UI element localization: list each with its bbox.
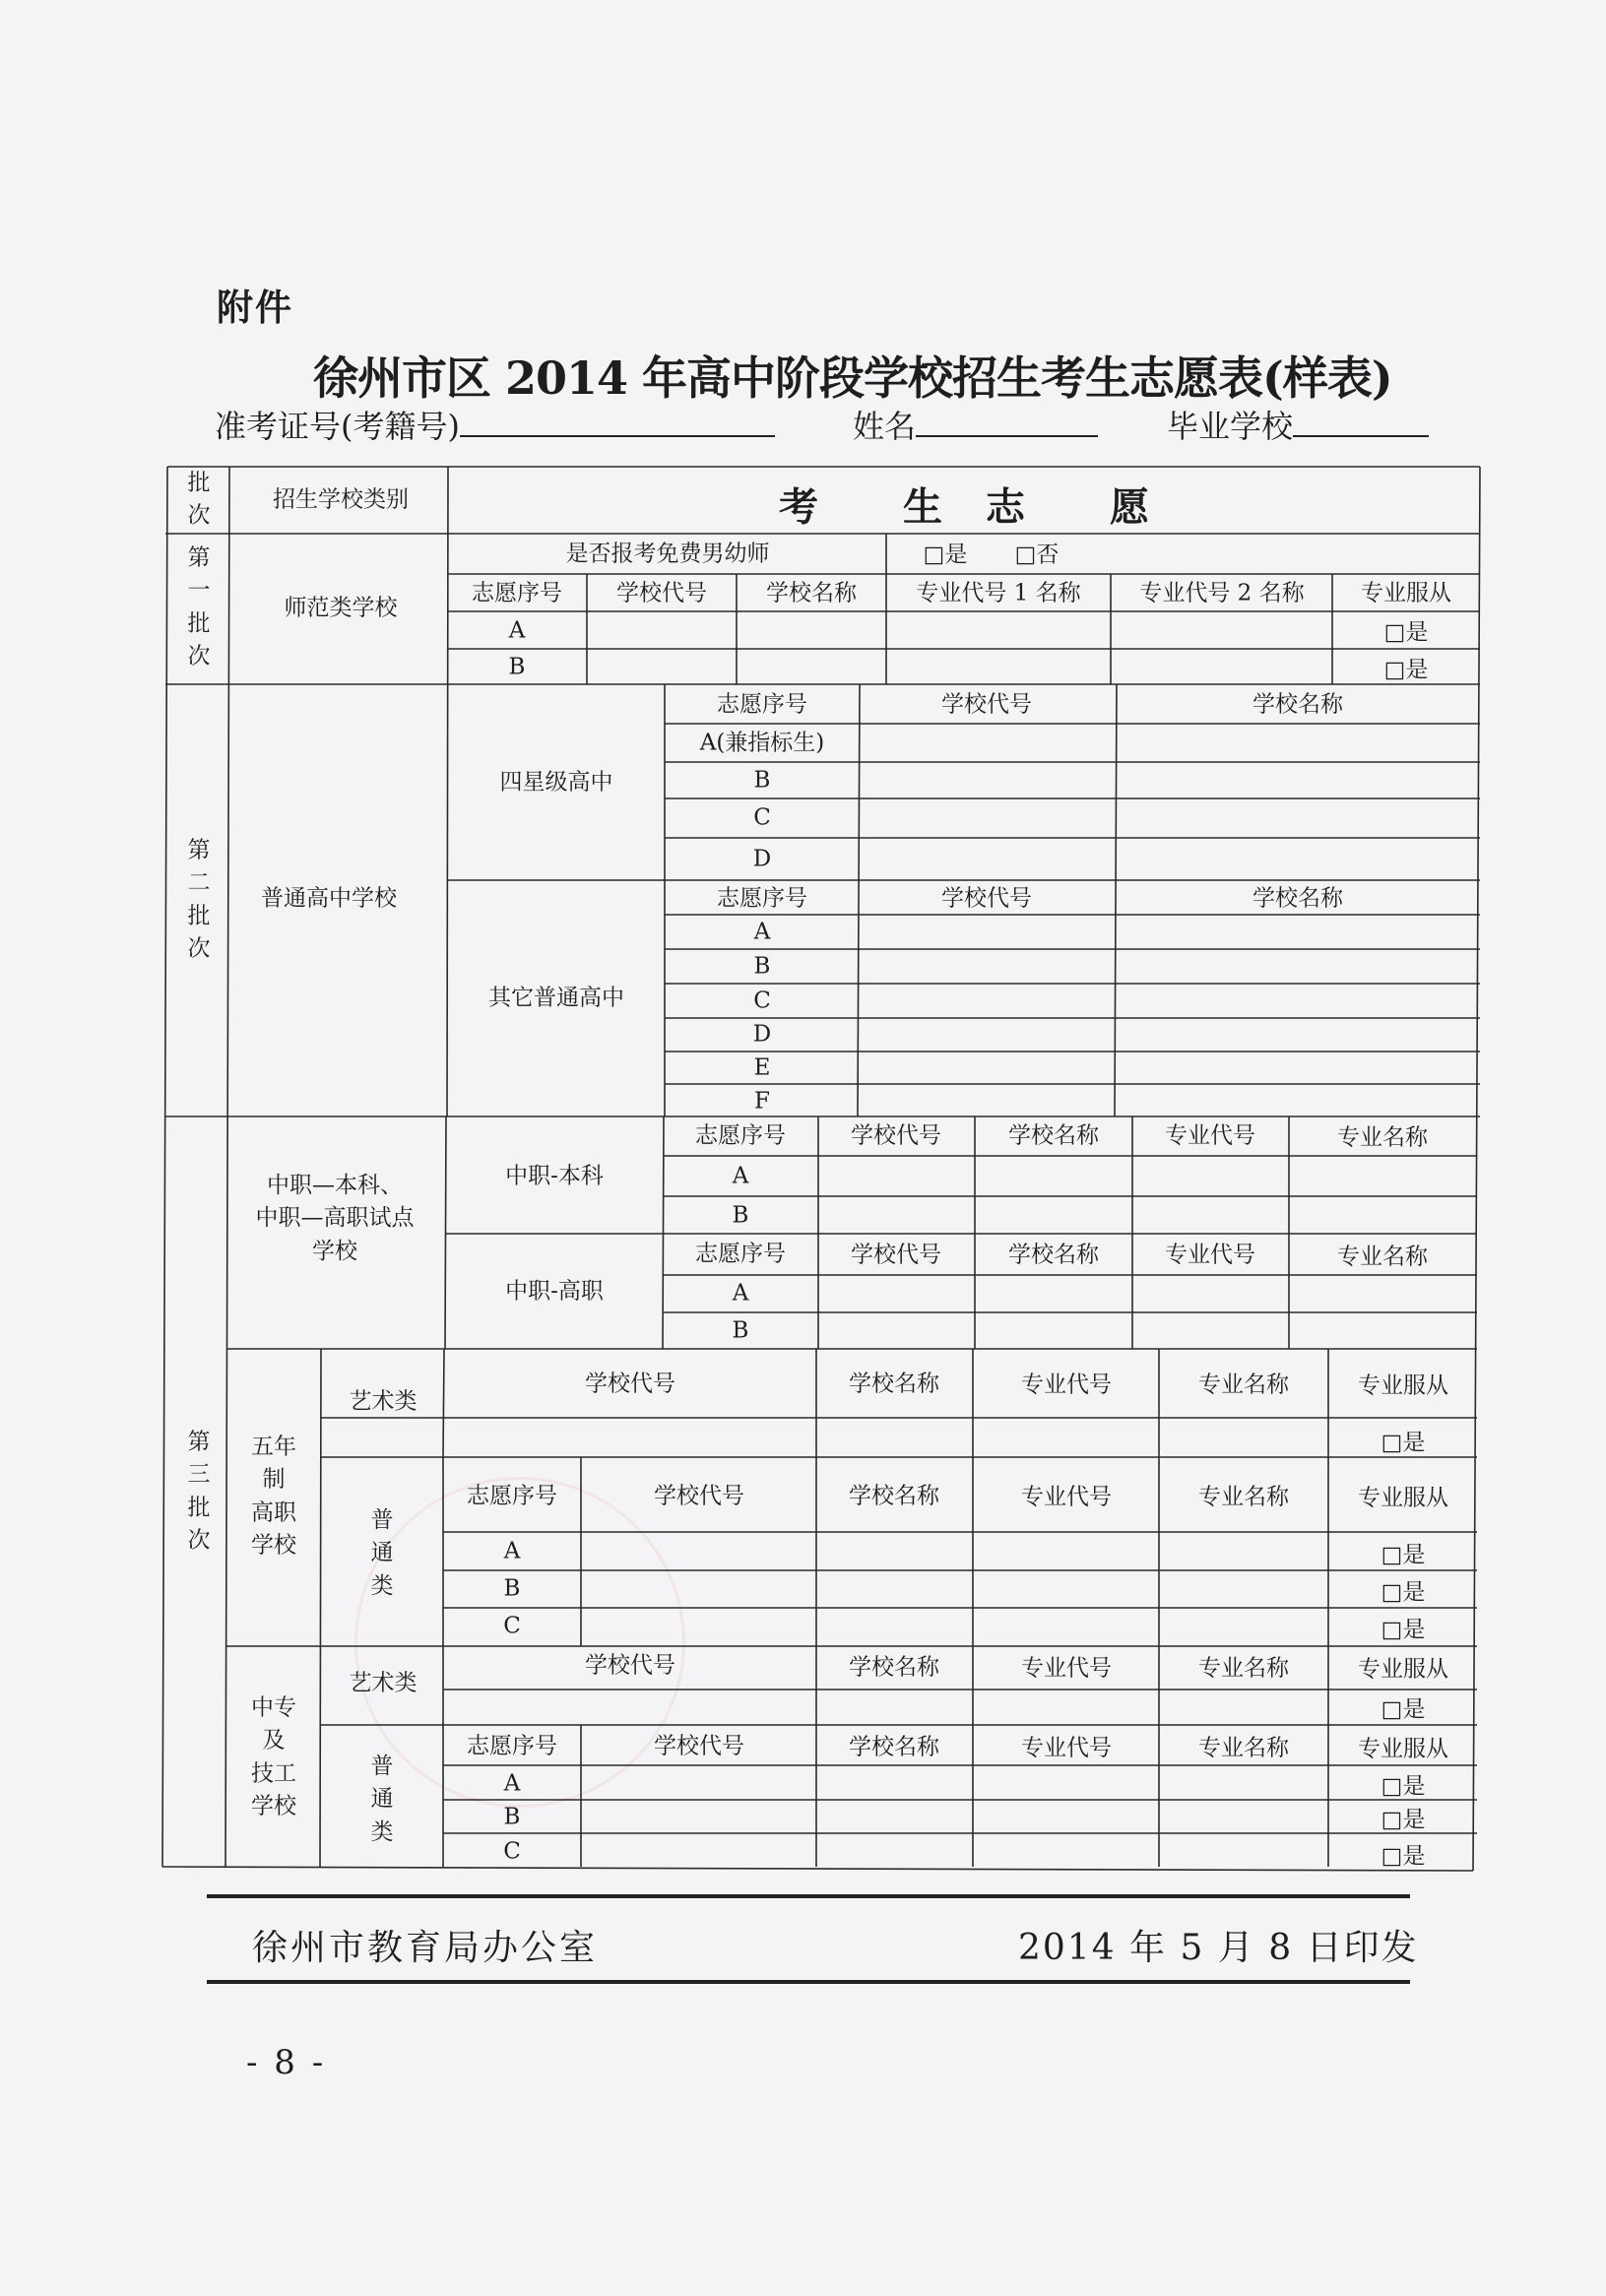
col-wish-header: 考 生 志 愿 xyxy=(779,483,1151,531)
b2a-row-a: A(兼指标生) xyxy=(699,730,825,756)
st-school-code-header: 学校代号 xyxy=(654,1733,744,1759)
st-art-label: 艺术类 xyxy=(349,1670,418,1696)
b1-major1-header: 专业代号 1 名称 xyxy=(916,580,1081,606)
vocational-higher-label: 中职-高职 xyxy=(505,1278,604,1305)
page-title: 徐州市区 2014 年高中阶段学校招生考生志愿表(样表) xyxy=(313,351,1392,405)
st-b-obey-checkbox[interactable]: □是 xyxy=(1381,1807,1426,1833)
st-art-major-name-header: 专业名称 xyxy=(1198,1655,1289,1682)
vh-row-a: A xyxy=(732,1280,749,1307)
b2a-row-d: D xyxy=(752,846,772,872)
vh-row-b: B xyxy=(732,1317,749,1344)
fy-art-major-obey-header: 专业服从 xyxy=(1358,1372,1448,1399)
vb-major-code-header: 专业代号 xyxy=(1165,1122,1255,1149)
fy-major-code-header: 专业代号 xyxy=(1021,1484,1112,1510)
five-year-label xyxy=(251,1431,296,1562)
vb-row-b: B xyxy=(732,1202,749,1229)
secondary-tech-label xyxy=(251,1691,296,1822)
vocational-pilot-label xyxy=(256,1170,415,1268)
b2b-school-name-header: 学校名称 xyxy=(1253,885,1343,912)
b1-row-a: A xyxy=(508,617,526,644)
issue-date: 2014 年 5 月 8 日印发 xyxy=(1018,1928,1419,1968)
b2b-wish-no-header: 志愿序号 xyxy=(717,885,807,912)
b1-major2-header: 专业代号 2 名称 xyxy=(1139,580,1305,606)
b2a-school-code-header: 学校代号 xyxy=(941,691,1032,718)
fy-school-code-header: 学校代号 xyxy=(654,1483,744,1509)
batch-1-label: 第一批次 xyxy=(187,544,211,670)
batch-3-label: 第三批次 xyxy=(187,1429,211,1554)
vh-school-code-header: 学校代号 xyxy=(851,1242,941,1268)
st-ordinary-label xyxy=(371,1751,394,1849)
b2b-row-a: A xyxy=(753,919,771,945)
fy-ordinary-text: 普 通 类 xyxy=(370,1506,394,1599)
b2a-wish-no-header: 志愿序号 xyxy=(717,691,807,718)
st-a-obey-checkbox[interactable]: □是 xyxy=(1381,1773,1426,1800)
vh-major-code-header: 专业代号 xyxy=(1165,1242,1255,1268)
b1-a-obey-checkbox[interactable]: □是 xyxy=(1383,619,1429,646)
free-male-yes-checkbox[interactable]: □是 xyxy=(923,542,968,568)
fy-major-name-header: 专业名称 xyxy=(1198,1484,1289,1510)
b1-school-code-header: 学校代号 xyxy=(616,580,707,606)
vb-wish-no-header: 志愿序号 xyxy=(695,1122,786,1149)
b2a-row-c: C xyxy=(753,804,771,831)
student-name-label: 姓名 xyxy=(853,408,917,445)
fy-major-obey-header: 专业服从 xyxy=(1358,1485,1448,1511)
b2b-row-c: C xyxy=(753,988,771,1014)
fy-art-major-code-header: 专业代号 xyxy=(1021,1371,1112,1398)
st-art-major-code-header: 专业代号 xyxy=(1021,1655,1112,1682)
st-art-school-code-header: 学校代号 xyxy=(585,1652,675,1679)
st-major-obey-header: 专业服从 xyxy=(1358,1736,1448,1762)
st-art-school-name-header: 学校名称 xyxy=(849,1654,939,1681)
four-star-hs-label: 四星级高中 xyxy=(499,769,613,796)
st-row-a: A xyxy=(503,1770,521,1797)
st-major-code-header: 专业代号 xyxy=(1021,1735,1112,1761)
st-school-name-header: 学校名称 xyxy=(849,1734,939,1760)
fy-a-obey-checkbox[interactable]: □是 xyxy=(1381,1542,1426,1568)
st-ordinary-text: 普 通 类 xyxy=(370,1753,394,1845)
other-hs-label: 其它普通高中 xyxy=(488,985,624,1011)
footer-top-rule xyxy=(207,1894,1410,1898)
fy-art-obey-checkbox[interactable]: □是 xyxy=(1381,1430,1426,1456)
free-male-no-checkbox[interactable]: □否 xyxy=(1014,542,1060,568)
vh-wish-no-header: 志愿序号 xyxy=(695,1241,786,1267)
vb-major-name-header: 专业名称 xyxy=(1337,1124,1428,1151)
vb-school-name-header: 学校名称 xyxy=(1008,1122,1099,1149)
b1-wish-no-header: 志愿序号 xyxy=(472,580,562,606)
issuer-label: 徐州市教育局办公室 xyxy=(252,1928,599,1968)
st-wish-no-header: 志愿序号 xyxy=(467,1733,557,1759)
fy-art-school-code-header: 学校代号 xyxy=(585,1371,675,1397)
b2a-school-name-header: 学校名称 xyxy=(1253,691,1343,718)
b2b-row-e: E xyxy=(753,1054,771,1081)
fy-school-name-header: 学校名称 xyxy=(849,1483,939,1509)
b1-b-obey-checkbox[interactable]: □是 xyxy=(1383,657,1429,683)
b1-major-obey-header: 专业服从 xyxy=(1361,580,1451,606)
fy-row-b: B xyxy=(503,1575,521,1602)
fy-c-obey-checkbox[interactable]: □是 xyxy=(1381,1617,1426,1643)
vb-school-code-header: 学校代号 xyxy=(851,1122,941,1149)
free-male-teacher-question: 是否报考免费男幼师 xyxy=(565,541,770,567)
vb-row-a: A xyxy=(732,1163,749,1189)
attachment-label: 附件 xyxy=(217,287,293,329)
fy-ordinary-label xyxy=(371,1504,394,1603)
normal-school-label: 师范类学校 xyxy=(284,595,398,621)
fy-art-major-name-header: 专业名称 xyxy=(1198,1371,1289,1398)
st-c-obey-checkbox[interactable]: □是 xyxy=(1381,1843,1426,1870)
graduating-school-label: 毕业学校 xyxy=(1167,408,1294,445)
st-row-c: C xyxy=(503,1838,521,1865)
col-batch-header: 批次 xyxy=(187,470,211,529)
b2b-row-b: B xyxy=(753,953,771,980)
exam-number-label: 准考证号(考籍号) xyxy=(215,408,460,445)
b2b-school-code-header: 学校代号 xyxy=(941,885,1032,912)
b2b-row-d: D xyxy=(752,1021,772,1048)
vh-major-name-header: 专业名称 xyxy=(1337,1244,1428,1270)
b2b-row-f: F xyxy=(754,1088,770,1115)
col-category-header: 招生学校类别 xyxy=(273,486,409,513)
st-major-name-header: 专业名称 xyxy=(1198,1735,1289,1761)
fy-wish-no-header: 志愿序号 xyxy=(467,1483,557,1509)
page-number: - 8 - xyxy=(246,2043,327,2082)
vh-school-name-header: 学校名称 xyxy=(1008,1242,1099,1268)
b2a-row-b: B xyxy=(753,767,771,794)
general-hs-label: 普通高中学校 xyxy=(261,885,397,912)
fy-row-a: A xyxy=(503,1538,521,1564)
st-row-b: B xyxy=(503,1804,521,1830)
fy-b-obey-checkbox[interactable]: □是 xyxy=(1381,1579,1426,1606)
fy-art-label: 艺术类 xyxy=(349,1388,418,1415)
fy-row-c: C xyxy=(503,1613,521,1639)
b1-school-name-header: 学校名称 xyxy=(766,580,857,606)
secondary-tech-text: 中专 及 技工 学校 xyxy=(251,1694,296,1819)
st-art-obey-checkbox[interactable]: □是 xyxy=(1381,1696,1426,1723)
st-art-major-obey-header: 专业服从 xyxy=(1358,1656,1448,1683)
batch-2-label: 第二批次 xyxy=(187,837,211,962)
vocational-pilot-text: 中职—本科、 中职—高职试点 学校 xyxy=(255,1172,415,1264)
five-year-text: 五年 制 高职 学校 xyxy=(251,1434,296,1559)
footer-bottom-rule xyxy=(207,1980,1410,1984)
vocational-bachelor-label: 中职-本科 xyxy=(505,1163,604,1189)
b1-row-b: B xyxy=(508,654,526,680)
fy-art-school-name-header: 学校名称 xyxy=(849,1371,939,1397)
